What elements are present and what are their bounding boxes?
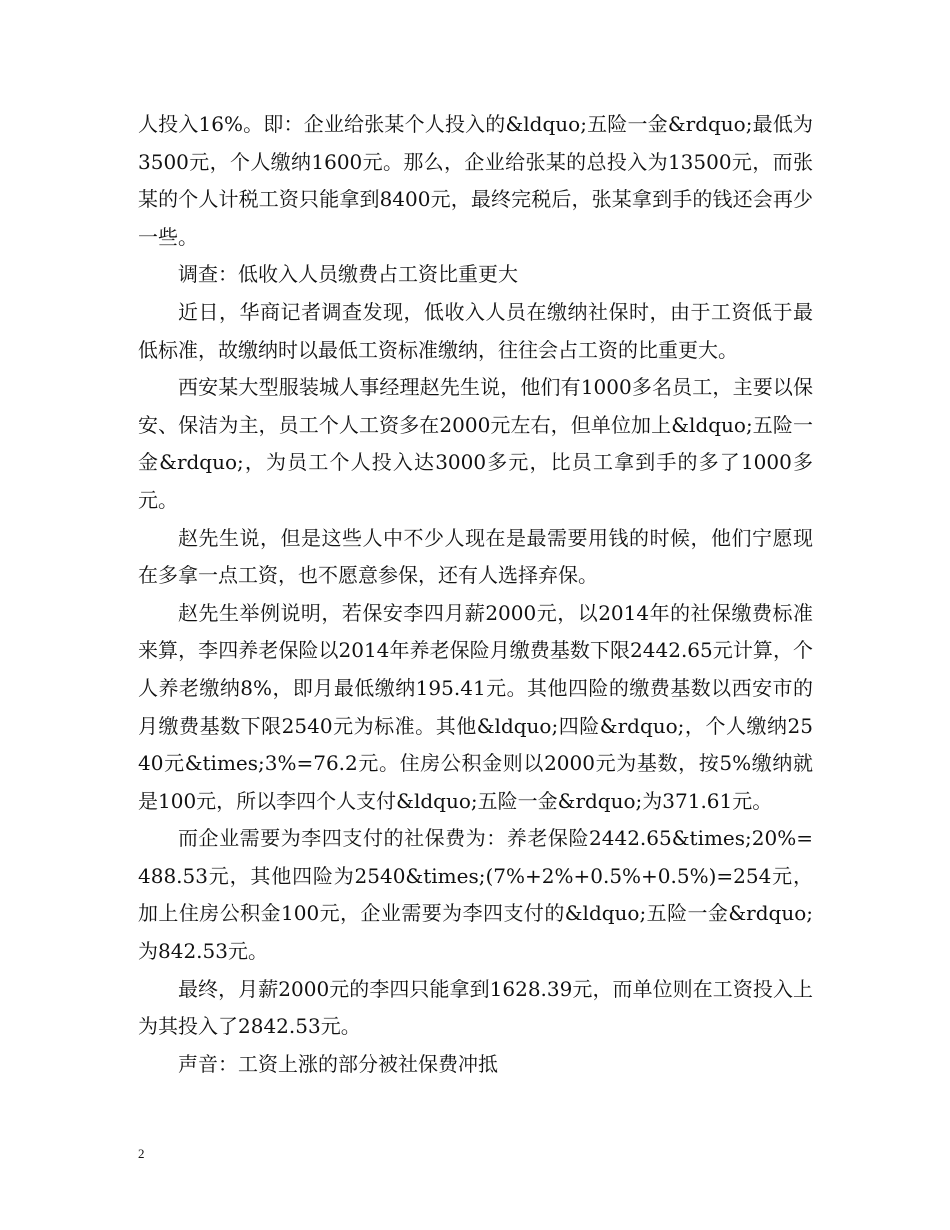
paragraph: 赵先生说，但是这些人中不少人现在是最需要用钱的时候，他们宁愿现在多拿一点工资，也不愿意参保，还有人选择弃保。 xyxy=(138,525,813,588)
paragraph: 最终，月薪2000元的李四只能拿到1628.39元，而单位则在工资投入上为其投入了2842.53元。 xyxy=(138,976,813,1039)
section-heading-voice: 声音：工资上涨的部分被社保费冲抵 xyxy=(178,1051,498,1076)
page-number: 2 xyxy=(138,1146,145,1161)
paragraph: 赵先生举例说明，若保安李四月薪2000元，以2014年的社保缴费标准来算，李四养老保险以2014年养老保险月缴费基数下限2442.65元计算，个人养老缴纳8%，即月最低缴纳195.41元。其他四险的缴费基数以西安市的月缴费基数下限2540元为标准。其他&ldquo;四险&rdquo;，个人缴纳2540元&times;3%=76.2元。住房公积金则以2000元为基数，按5%缴纳就是100元，所以李四个人支付&ldquo;五险一金&rdquo;为371.61元。 xyxy=(138,600,813,813)
paragraph: 而企业需要为李四支付的社保费为：养老保险2442.65&times;20%=488.53元，其他四险为2540&times;(7%+2%+0.5%+0.5%)=254元，加上住房公积金100元，企业需要为李四支付的&ldquo;五险一金&rdquo;为842.53元。 xyxy=(138,826,813,964)
paragraph: 人投入16%。即：企业给张某个人投入的&ldquo;五险一金&rdquo;最低为3500元，个人缴纳1600元。那么，企业给张某的总投入为13500元，而张某的个人计税工资只能拿到8400元，最终完税后，张某拿到手的钱还会再少一些。 xyxy=(138,112,813,249)
paragraph: 西安某大型服装城人事经理赵先生说，他们有1000多名员工，主要以保安、保洁为主，员工个人工资多在2000元左右，但单位加上&ldquo;五险一金&rdquo;，为员工个人投入达3000多元，比员工拿到手的多了1000多元。 xyxy=(138,375,813,512)
section-heading-survey: 调查：低收入人员缴费占工资比重更大 xyxy=(178,262,518,287)
paragraph: 近日，华商记者调查发现，低收入人员在缴纳社保时，由于工资低于最低标准，故缴纳时以最低工资标准缴纳，往往会占工资的比重更大。 xyxy=(138,299,813,362)
document-body xyxy=(138,106,813,1083)
